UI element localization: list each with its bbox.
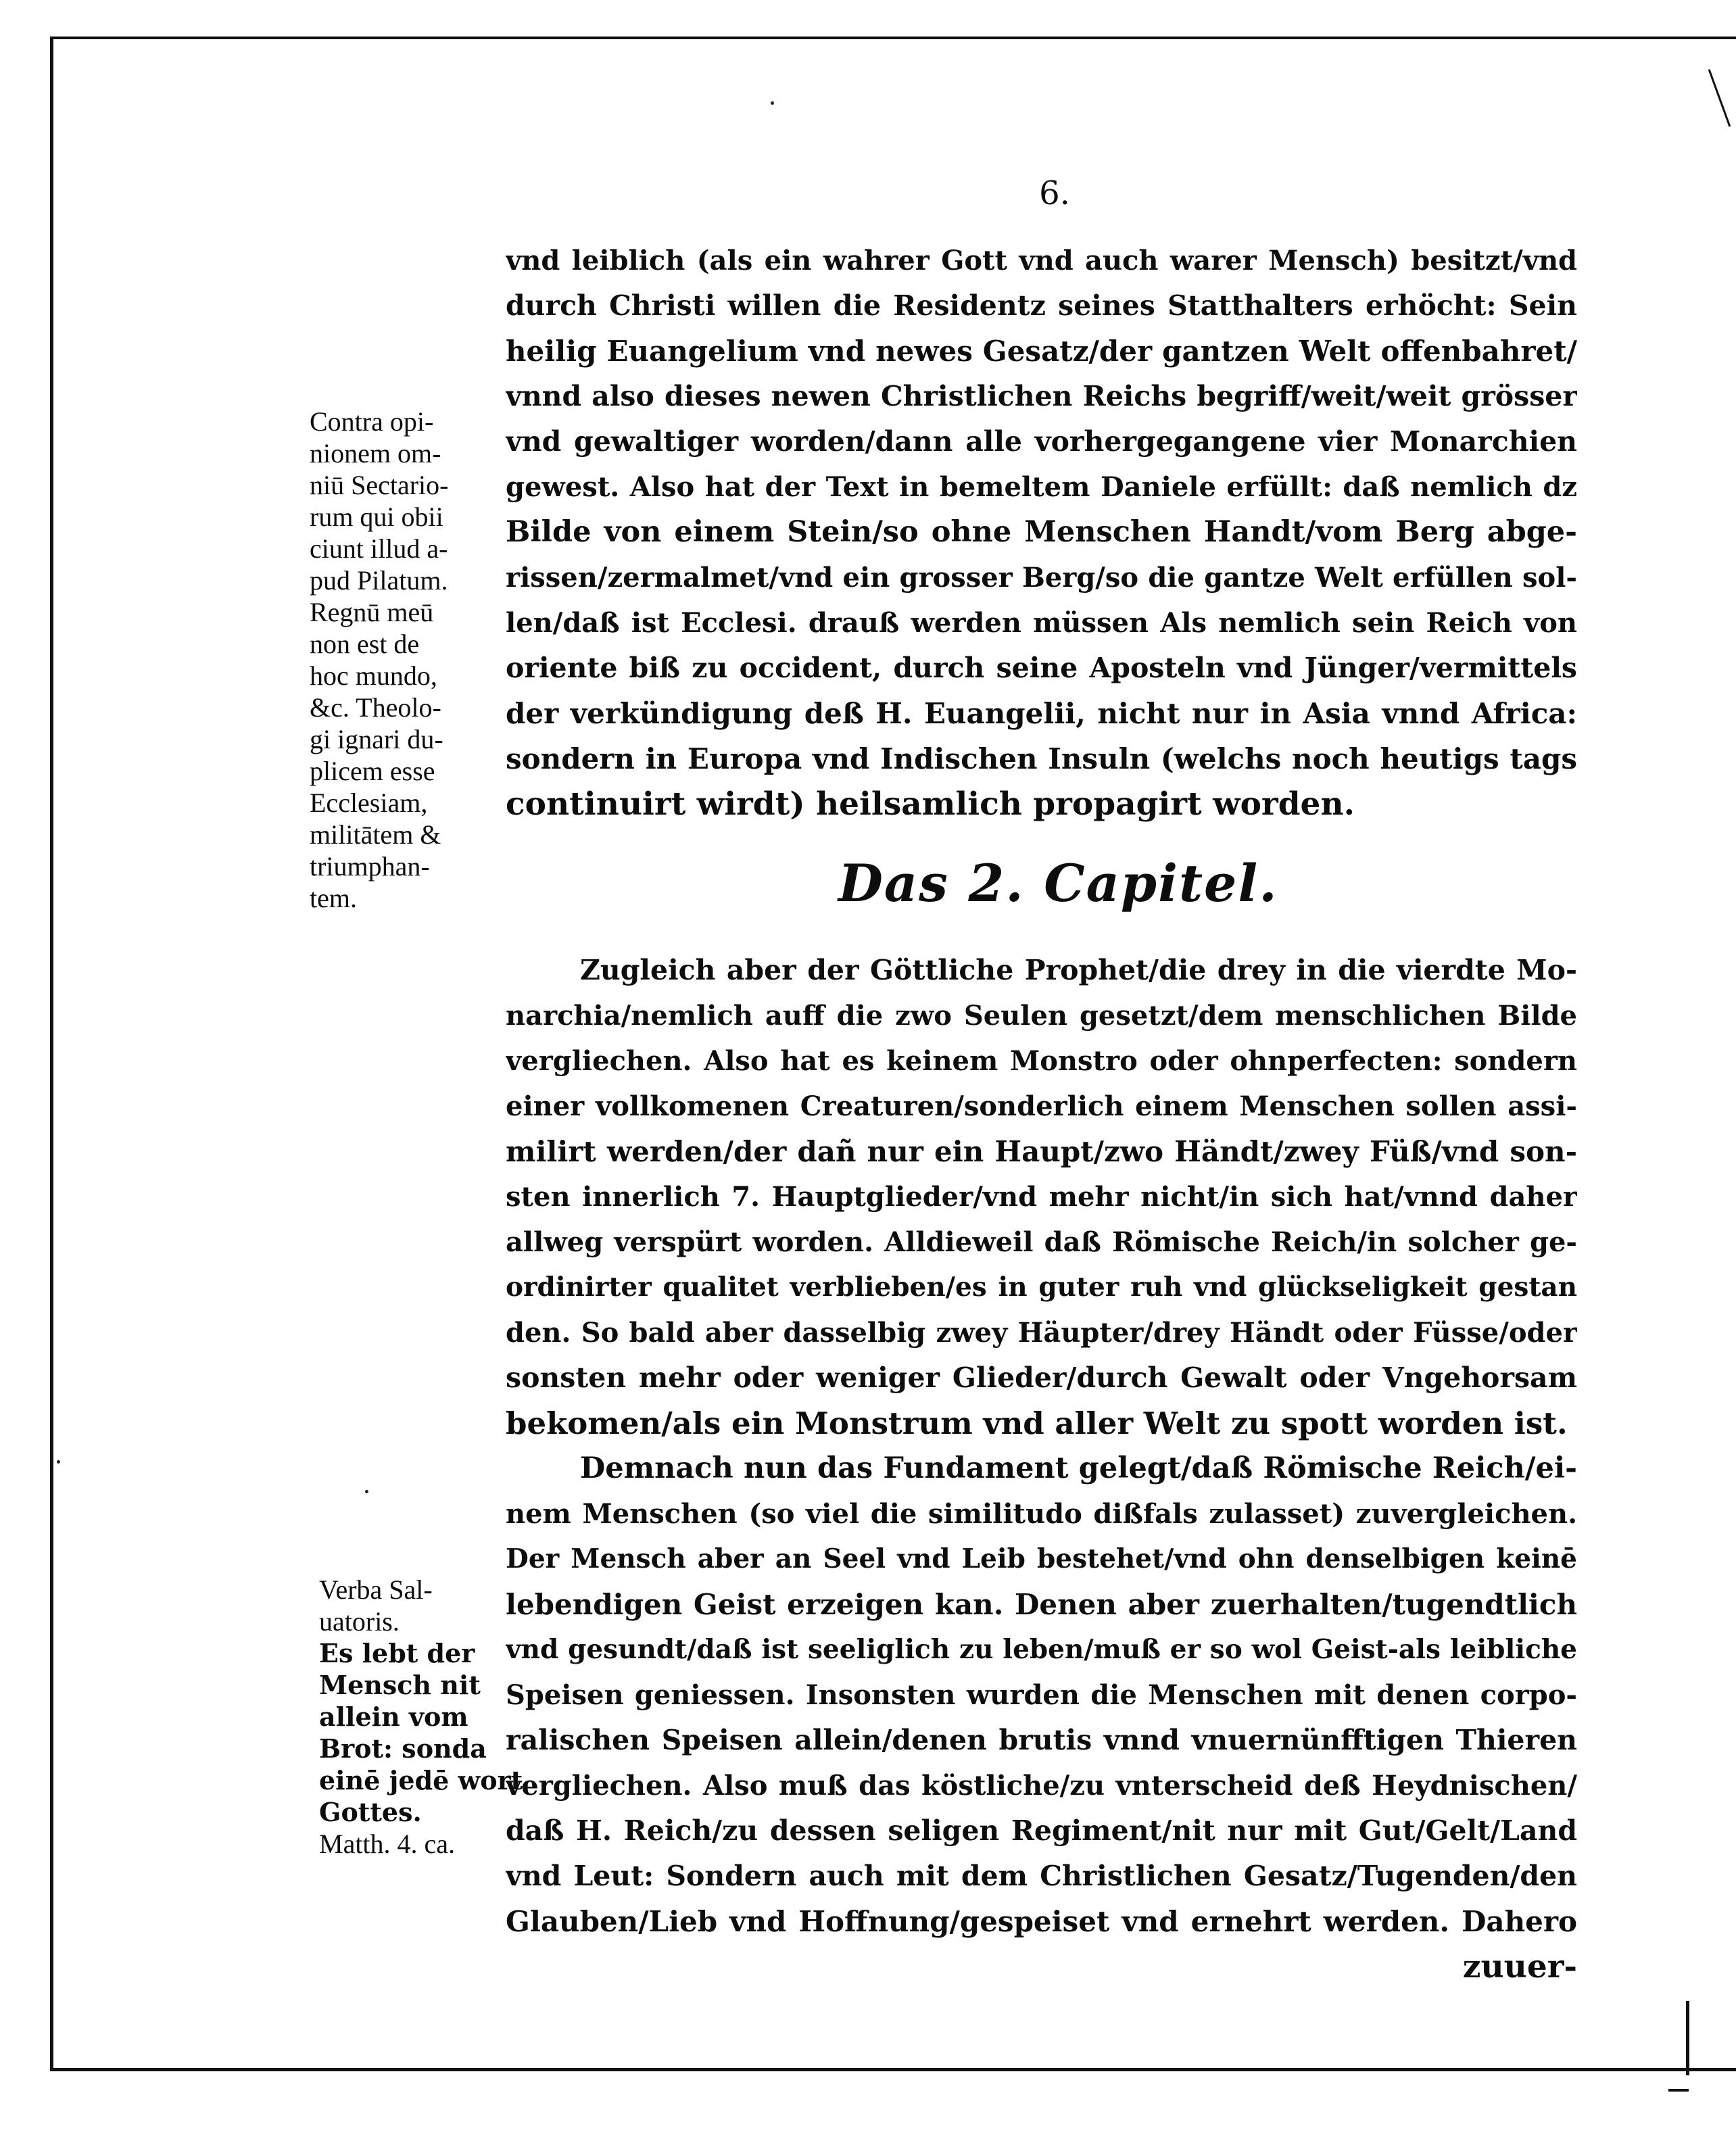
main-text-block-1 xyxy=(506,238,1577,827)
margin-line: gi ignari du- xyxy=(310,724,443,754)
page-number: 6. xyxy=(1039,174,1070,212)
catchword: zuuer- xyxy=(1462,1948,1577,1985)
text-line: sondern in Europa vnd Indischen Insuln (welchs noch heutigs tags xyxy=(506,742,1577,775)
margin-line: tem. xyxy=(310,883,357,913)
scan-speck xyxy=(771,101,774,105)
scan-speck xyxy=(57,1460,60,1464)
margin-line: plicem esse xyxy=(310,756,435,786)
margin-line: Regnū meū xyxy=(310,597,434,627)
text-line: lebendigen Geist erzeigen kan. Denen aber zuerhalten/tugendtlich xyxy=(506,1588,1577,1621)
margin-line: hoc mundo, xyxy=(310,660,437,691)
margin-line: nionem om- xyxy=(310,438,441,468)
margin-line: Verba Sal- xyxy=(319,1574,433,1605)
margin-line: &c. Theolo- xyxy=(310,692,441,723)
scan-edge-right-bottom xyxy=(1686,2001,1689,2075)
margin-line: allein vom xyxy=(319,1702,468,1732)
margin-note-2 xyxy=(319,1574,523,1860)
text-line: vnd leiblich (als ein wahrer Gott vnd auch warer Mensch) besitzt/vnd xyxy=(506,245,1577,276)
text-line: den. So bald aber dasselbig zwey Häupter/drey Händt oder Füsse/oder xyxy=(506,1317,1577,1349)
text-line: vergliechen. Also hat es keinem Monstro oder ohnperfecten: sondern xyxy=(506,1045,1577,1077)
text-line: der verkündigung deß H. Euangelii, nicht nur in Asia vnnd Africa: xyxy=(506,697,1577,730)
margin-line: Es lebt der xyxy=(319,1638,475,1668)
text-line: bekomen/als ein Monstrum vnd aller Welt zu spott worden ist. xyxy=(506,1405,1568,1441)
text-line: heilig Euangelium vnd newes Gesatz/der gantzen Welt offenbahret/ xyxy=(506,335,1577,368)
text-line: len/daß ist Ecclesi. drauß werden müssen Als nemlich sein Reich von xyxy=(506,607,1577,639)
margin-line: Brot: sonda xyxy=(319,1733,487,1764)
scan-speck xyxy=(365,1490,368,1493)
margin-line: non est de xyxy=(310,629,420,659)
margin-line: uatoris. xyxy=(319,1606,400,1637)
text-line: vnd gesundt/daß ist seeliglich zu leben/muß er so wol Geist-als leibliche xyxy=(506,1634,1577,1665)
text-line: narchia/nemlich auff die zwo Seulen gesetzt/dem menschlichen Bilde xyxy=(506,1000,1577,1032)
margin-line: einē jedē wort xyxy=(319,1765,523,1795)
margin-line: ciunt illud a- xyxy=(310,533,448,564)
text-line: continuirt wirdt) heilsamlich propagirt worden. xyxy=(506,786,1355,823)
margin-line: Contra opi- xyxy=(310,406,434,437)
margin-line: militātem & xyxy=(310,819,441,850)
chapter-heading: Das 2. Capitel. xyxy=(838,853,1278,913)
margin-line: Mensch nit xyxy=(319,1670,481,1700)
text-line: einer vollkomenen Creaturen/sonderlich einem Menschen sollen assi- xyxy=(506,1090,1577,1122)
text-line: Demnach nun das Fundament gelegt/daß Römische Reich/ei- xyxy=(580,1451,1577,1485)
margin-line: Ecclesiam, xyxy=(310,788,428,818)
margin-line: rum qui obii xyxy=(310,502,443,532)
margin-line: Matth. 4. ca. xyxy=(319,1829,456,1859)
margin-line: Gottes. xyxy=(319,1797,422,1827)
margin-line: pud Pilatum. xyxy=(310,565,448,596)
text-line: rissen/zermalmet/vnd ein grosser Berg/so die gantze Welt erfüllen sol- xyxy=(506,562,1577,594)
text-line: gewest. Also hat der Text in bemeltem Daniele erfüllt: daß nemlich dz xyxy=(506,471,1577,503)
text-line: milirt werden/der dañ nur ein Haupt/zwo Händt/zwey Füß/vnd son- xyxy=(506,1135,1577,1168)
margin-line: triumphan- xyxy=(310,851,430,882)
text-line: allweg verspürt worden. Alldieweil daß Römische Reich/in solcher ge- xyxy=(506,1226,1577,1258)
text-line: vnd gewaltiger worden/dann alle vorhergegangene vier Monarchien xyxy=(506,425,1577,458)
text-line: Glauben/Lieb vnd Hoffnung/gespeiset vnd ernehrt werden. Dahero xyxy=(506,1905,1577,1938)
text-line: durch Christi willen die Residentz seines Statthalters erhöcht: Sein xyxy=(506,289,1577,322)
text-line: vnnd also dieses newen Christlichen Reichs begriff/weit/weit grösser xyxy=(506,380,1577,412)
text-line: Bilde von einem Stein/so ohne Menschen Handt/vom Berg abge- xyxy=(506,515,1577,549)
text-line: ordinirter qualitet verblieben/es in guter ruh vnd glückseligkeit gestan xyxy=(506,1272,1577,1303)
margin-line: niū Sectario- xyxy=(310,470,449,500)
main-text-block-2 xyxy=(506,948,1577,1989)
text-line: sonsten mehr oder weniger Glieder/durch Gewalt oder Vngehorsam xyxy=(506,1361,1577,1394)
text-line: vergliechen. Also muß das köstliche/zu vnterscheid deß Heydnischen/ xyxy=(506,1770,1577,1802)
text-line: Speisen geniessen. Insonsten wurden die Menschen mit denen corpo- xyxy=(506,1679,1577,1711)
text-line: nem Menschen (so viel die similitudo dißfals zulasset) zuvergleichen. xyxy=(506,1498,1577,1530)
margin-note-1 xyxy=(310,406,449,914)
text-line: ralischen Speisen allein/denen brutis vnnd vnuernünfftigen Thieren xyxy=(506,1724,1577,1756)
text-line: sten innerlich 7. Hauptglieder/vnd mehr nicht/in sich hat/vnnd daher xyxy=(506,1181,1577,1213)
text-line: Zugleich aber der Göttliche Prophet/die drey in die vierdte Mo- xyxy=(580,954,1577,986)
text-line: vnd Leut: Sondern auch mit dem Christlichen Gesatz/Tugenden/den xyxy=(506,1860,1577,1892)
text-line: Der Mensch aber an Seel vnd Leib bestehet/vnd ohn denselbigen keinē xyxy=(506,1543,1577,1574)
scan-edge-bottom-right xyxy=(1668,2089,1689,2092)
text-line: oriente biß zu occident, durch seine Aposteln vnd Jünger/vermittels xyxy=(506,652,1577,684)
text-line: daß H. Reich/zu dessen seligen Regiment/nit nur mit Gut/Gelt/Land xyxy=(506,1814,1577,1847)
